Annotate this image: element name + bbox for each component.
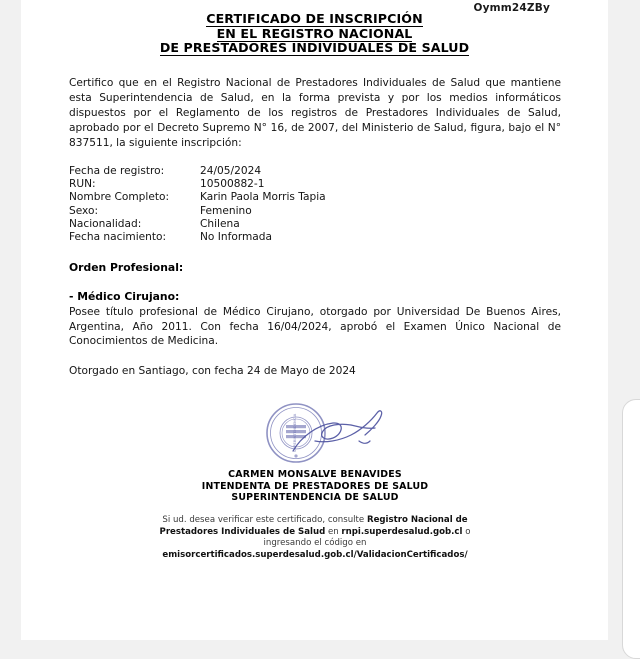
verify-registry-name: Registro Nacional de Prestadores Individuales de Salud xyxy=(159,515,468,537)
field-value: Chilena xyxy=(200,217,240,230)
field-value: No Informada xyxy=(200,230,273,243)
field-label: Sexo: xyxy=(69,204,99,217)
field-label: Nacionalidad: xyxy=(69,217,142,230)
verify-text-2: en xyxy=(325,526,342,537)
table-row xyxy=(69,231,326,244)
table-row xyxy=(69,191,326,204)
field-value: 10500882-1 xyxy=(200,178,265,191)
signer-name: CARMEN MONSALVE BENAVIDES xyxy=(228,469,402,481)
certificate-body xyxy=(21,76,608,562)
granted-statement: Otorgado en Santiago, con fecha 24 de Mayo de 2024 xyxy=(69,365,356,378)
title-line-1: CERTIFICADO DE INSCRIPCIÓN xyxy=(206,11,423,26)
official-stamp-and-signature xyxy=(259,397,419,467)
profession-description: Posee título profesional de Médico Cirujano, otorgado por Universidad De Buenos Aires, Argentina, Año 2011. Con fecha 16/04/2024, aprobó el Examen Único Nacional de Conocimientos de Medicina. xyxy=(69,306,561,347)
intro-paragraph: Certifico que en el Registro Nacional de Prestadores Individuales de Salud que mantiene esta Superintendencia de Salud, en la forma prevista y por los medios informáticos dispuestos por el Reglamento de los registros de Prestadores Individuales de Salud, aprobado por el Decreto Supremo N° 16, de 2007, del Ministerio de Salud, figura, bajo el N° 837511, la siguiente inscripción: xyxy=(69,76,561,149)
field-label: Fecha de registro: xyxy=(69,164,165,177)
title-line-2: EN EL REGISTRO NACIONAL xyxy=(216,25,413,41)
field-label: Fecha nacimiento: xyxy=(69,230,167,243)
table-row xyxy=(69,218,326,231)
verify-text-3: o ingresando el código en xyxy=(263,526,471,549)
table-row xyxy=(69,205,326,218)
signature-area xyxy=(69,397,561,469)
verify-text-1: Si ud. desea verificar este certificado, consulte xyxy=(162,515,367,526)
field-label: Nombre Completo: xyxy=(69,191,170,204)
field-value: Femenino xyxy=(200,204,252,217)
document-code: Oymm24ZBy xyxy=(473,2,550,14)
svg-text:SUPERINTENDENCIA: SUPERINTENDENCIA xyxy=(293,414,297,453)
stamp-icon xyxy=(259,397,419,467)
verify-url-primary: rnpi.superdesalud.gob.cl xyxy=(341,526,463,537)
table-row xyxy=(69,165,326,178)
table-row xyxy=(69,178,326,191)
field-value: Karin Paola Morris Tapia xyxy=(200,191,326,204)
professional-order-heading: Orden Profesional: xyxy=(69,261,184,275)
field-value: 24/05/2024 xyxy=(200,164,262,177)
signer-institution: SUPERINTENDENCIA DE SALUD xyxy=(231,492,399,503)
signer-role: INTENDENTA DE PRESTADORES DE SALUD xyxy=(201,480,429,492)
registration-details-table xyxy=(69,165,326,244)
title-line-3: DE PRESTADORES INDIVIDUALES DE SALUD xyxy=(159,40,470,55)
verify-url-validation: emisorcertificados.superdesalud.gob.cl/ValidacionCertificados/ xyxy=(162,550,468,561)
profession-title: - Médico Cirujano: xyxy=(69,290,180,304)
certificate-page xyxy=(21,0,608,640)
side-panel-edge xyxy=(622,399,640,659)
field-label: RUN: xyxy=(69,178,96,191)
signer-block xyxy=(69,469,561,503)
verification-note xyxy=(143,515,488,561)
